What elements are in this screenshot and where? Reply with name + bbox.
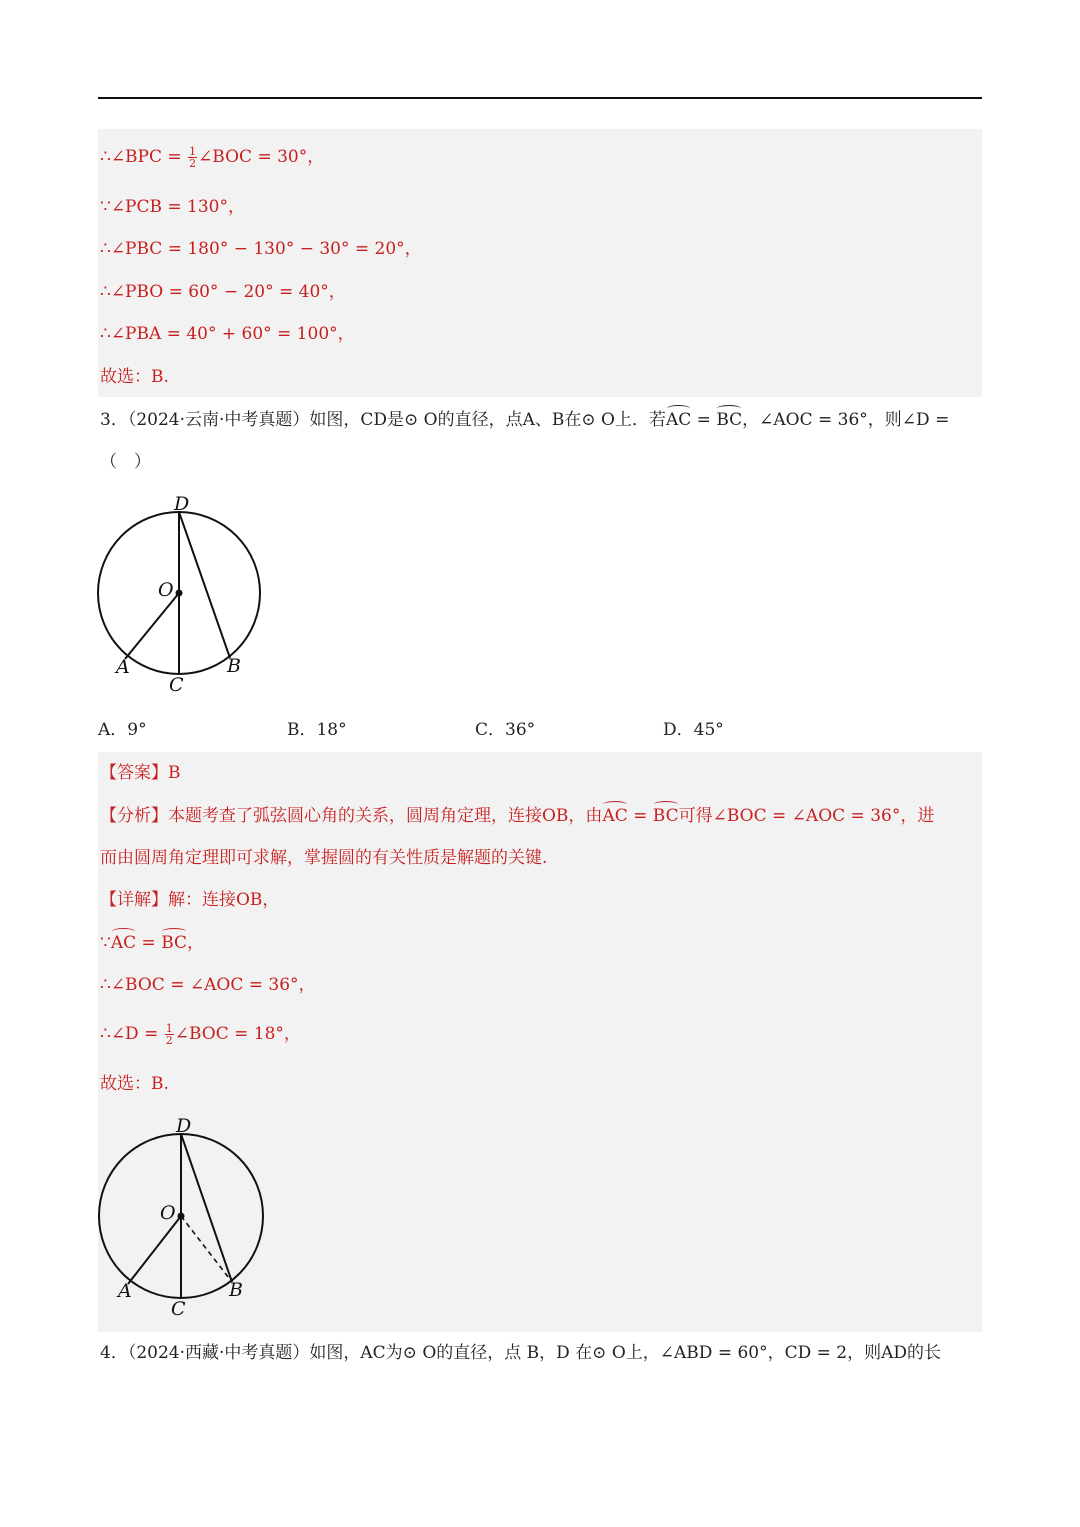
label-o: O	[160, 1202, 176, 1224]
question-3-blank: （ ）	[100, 452, 151, 472]
solution-line-1: ∴∠BPC = $\frac{1}{2}$ ∠BOC = 30°，	[100, 145, 325, 170]
center-point	[178, 1213, 185, 1220]
arc-bc: BC	[716, 410, 743, 430]
chord-db	[181, 1134, 232, 1282]
previous-solution-panel	[98, 129, 982, 397]
solution-choice: 故选：B.	[100, 367, 169, 387]
label-d: D	[174, 493, 190, 515]
label-c: C	[171, 1298, 186, 1320]
label-d: D	[176, 1115, 192, 1137]
radius-oa	[125, 593, 179, 659]
center-point	[176, 590, 183, 597]
arc-bc: BC	[161, 933, 188, 953]
arc-bc: BC	[652, 806, 679, 826]
answer-figure	[90, 1112, 280, 1322]
option-b: B．18°	[287, 720, 347, 740]
header-rule	[98, 97, 982, 99]
arc-ac: AC	[602, 806, 628, 826]
option-a: A．9°	[98, 720, 147, 740]
radius-oa	[128, 1216, 181, 1284]
answer-line: 【答案】B	[100, 763, 181, 783]
solution-line-5: ∴∠PBA = 40° + 60° = 100°，	[100, 324, 355, 344]
option-c: C．36°	[475, 720, 536, 740]
label-c: C	[169, 674, 184, 696]
fraction: $\frac{1}{2}$	[165, 1022, 173, 1047]
analysis-line-1: 【分析】本题考查了弧弦圆心角的关系，圆周角定理，连接OB，由AC = BC可得∠BOC = ∠AOC = 36°，进	[100, 806, 935, 826]
question-3-figure	[90, 490, 280, 700]
label-b: B	[229, 1279, 243, 1301]
question-4-text: 4．（2024·西藏·中考真题）如图，AC为⊙ O的直径，点 B，D 在⊙ O上，∠ABD = 60°，CD = 2，则AD的长	[100, 1343, 942, 1363]
detail-line-3: ∴∠D = $\frac{1}{2}$ ∠BOC = 18°，	[100, 1022, 301, 1047]
solution-line-2: ∵∠PCB = 130°，	[100, 197, 245, 217]
arc-ac: AC	[110, 933, 137, 953]
label-o: O	[158, 579, 174, 601]
detail-choice: 故选：B.	[100, 1074, 169, 1094]
chord-db	[179, 512, 230, 658]
solution-line-3: ∴∠PBC = 180° − 130° − 30° = 20°，	[100, 239, 422, 259]
fraction: $\frac{1}{2}$	[189, 145, 197, 170]
detail-line-1: ∵AC = BC，	[100, 933, 205, 953]
label-b: B	[227, 655, 241, 677]
arc-ac: AC	[665, 410, 692, 430]
detail-heading: 【详解】解：连接OB，	[100, 890, 280, 910]
detail-line-2: ∴∠BOC = ∠AOC = 36°，	[100, 975, 316, 995]
label-a: A	[118, 1280, 132, 1302]
label-a: A	[116, 656, 130, 678]
solution-line-4: ∴∠PBO = 60° − 20° = 40°，	[100, 282, 346, 302]
analysis-line-2: 而由圆周角定理即可求解，掌握圆的有关性质是解题的关键.	[100, 848, 548, 868]
question-3-text: 3．（2024·云南·中考真题）如图，CD是⊙ O的直径，点A、B在⊙ O上．若AC = BC，∠AOC = 36°，则∠D =	[100, 410, 950, 430]
option-d: D．45°	[663, 720, 724, 740]
radius-ob-dashed	[181, 1216, 232, 1282]
